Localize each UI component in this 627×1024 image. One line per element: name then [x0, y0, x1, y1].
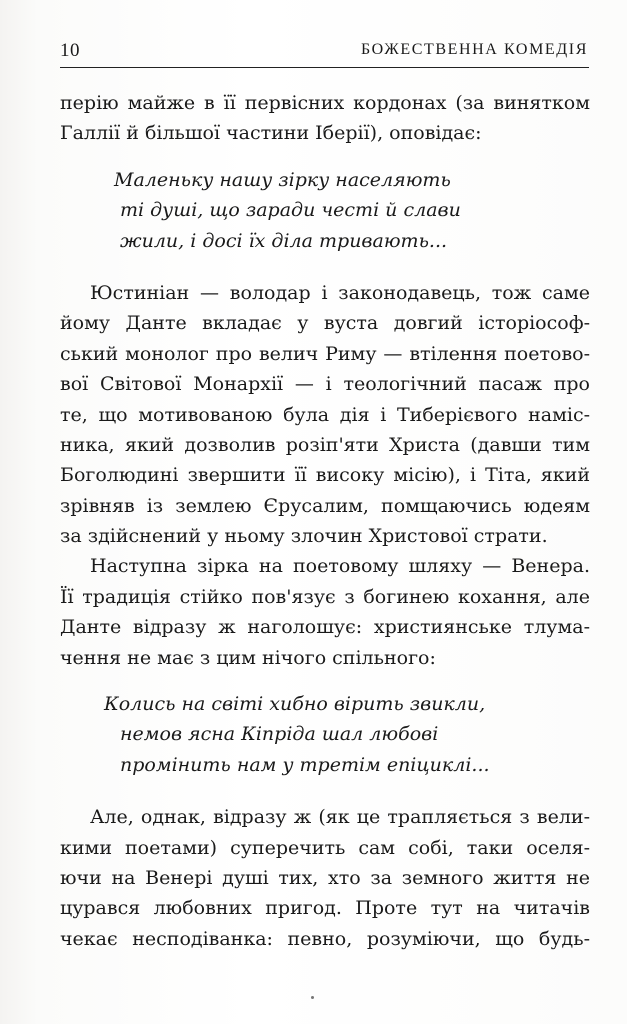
text-line: Данте відразу ж наголошує: християнське тлума- — [60, 616, 590, 639]
text-line: Боголюдині звершити її високу місію), і Тіта, який — [60, 464, 590, 487]
print-speck — [311, 996, 314, 999]
page-header — [60, 36, 588, 66]
text-line: зрівняв із землею Єрусалим, помщаючись юдеям — [60, 494, 590, 517]
text-line: Галлії й більшої частини Іберії), оповідає: — [60, 122, 482, 145]
poem-quote-2 — [60, 689, 590, 780]
running-title: БОЖЕСТВЕННА КОМЕДІЯ — [360, 41, 588, 58]
header-rule — [60, 67, 589, 68]
text-line: за здійснений у ньому злочин Христової страти. — [60, 525, 548, 548]
page-body — [60, 88, 590, 954]
poem-line: Колись на світі хибно вірить звикли, — [104, 693, 486, 716]
text-line: чення не має з цим нічого спільного: — [60, 646, 436, 669]
page-number: 10 — [60, 40, 80, 61]
text-line: те, що мотивованою була дія і Тиберієвого намiс- — [60, 403, 590, 426]
text-line: ський монолог про велич Риму — втілення поетово- — [60, 342, 590, 365]
paragraph-justinian — [60, 278, 590, 552]
text-line: вої Світової Монархії — і теологічний пасаж про — [60, 373, 590, 396]
poem-line: жили, і досі їх діла тривають... — [120, 229, 448, 252]
paragraph-continuation — [60, 88, 590, 149]
poem-line: Маленьку нашу зірку населяють — [114, 168, 451, 191]
text-line: кими поетами) суперечить сам собі, таки оселя- — [60, 836, 590, 859]
paragraph-venus — [60, 551, 590, 673]
poem-line: немов ясна Кіпріда шал любові — [120, 723, 439, 746]
paragraph-however — [60, 802, 590, 954]
poem-line: ті душі, що заради честі й слави — [120, 199, 461, 222]
text-line: ючи на Венері душі тих, хто за земного життя не — [60, 866, 590, 889]
text-line: цурався любовних пригод. Проте тут на читачів — [60, 897, 590, 920]
text-line: перію майже в її первісних кордонах (за винятком — [60, 92, 590, 114]
text-line: Наступна зірка на поетовому шляху — Венера. — [90, 555, 590, 578]
poem-line: промінить нам у третім епіциклі... — [120, 753, 490, 776]
text-line: Але, однак, відразу ж (як це трапляється з вели- — [90, 806, 590, 829]
text-line: Юстиніан — володар і законодавець, тож саме — [90, 281, 590, 304]
text-line: чекає несподіванка: певно, розуміючи, що будь- — [60, 927, 590, 950]
text-line: Її традиція стійко пов'язує з богинею кохання, але — [60, 585, 590, 608]
poem-quote-1 — [60, 165, 590, 256]
text-line: йому Данте вкладає у вуста довгий історіософ- — [60, 312, 590, 335]
text-line: ника, який дозволив розіп'яти Христа (давши тим — [60, 433, 590, 456]
